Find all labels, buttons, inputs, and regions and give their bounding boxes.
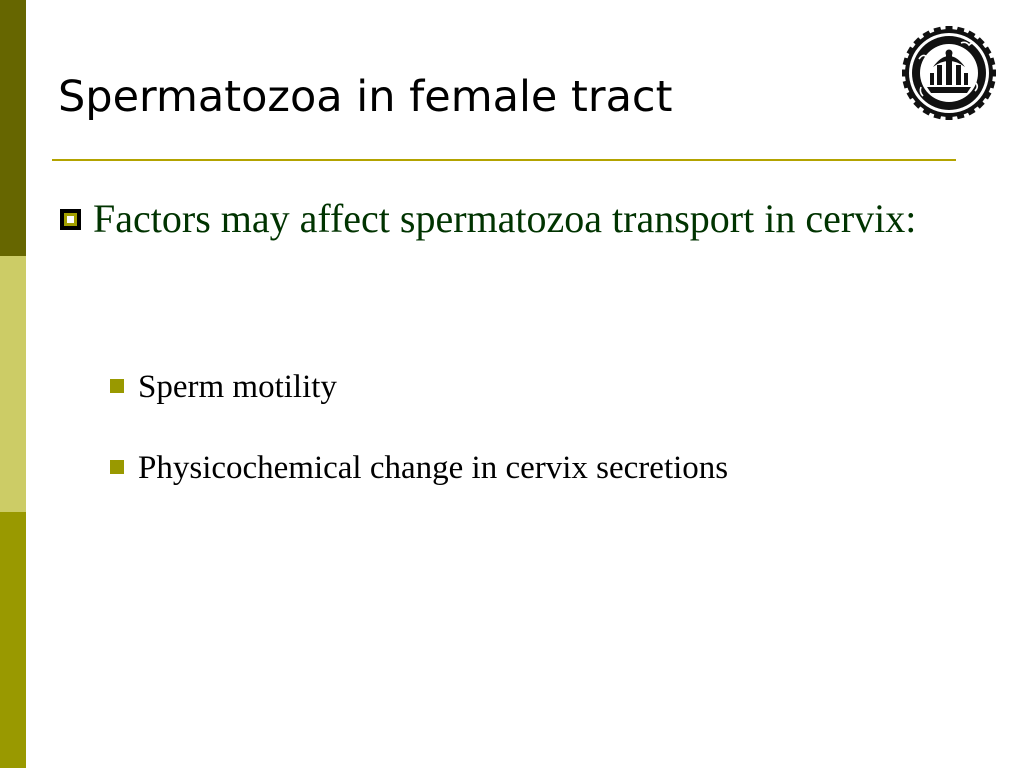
sidebar-band-bottom	[0, 512, 26, 768]
filled-square-bullet-icon	[110, 379, 124, 393]
filled-square-bullet-icon	[110, 460, 124, 474]
sidebar-band-top	[0, 0, 26, 256]
bullet-level1-text: Factors may affect spermatozoa transport in cervix:	[93, 196, 917, 241]
sub-bullet-text: Physicochemical change in cervix secretions	[138, 450, 729, 486]
slide-title: Spermatozoa in female tract	[58, 72, 673, 122]
sub-bullet-text: Sperm motility	[138, 369, 337, 405]
hollow-square-bullet-icon	[60, 209, 81, 230]
university-seal-icon	[900, 26, 998, 120]
title-divider	[52, 159, 956, 161]
sidebar-band-middle	[0, 256, 26, 512]
